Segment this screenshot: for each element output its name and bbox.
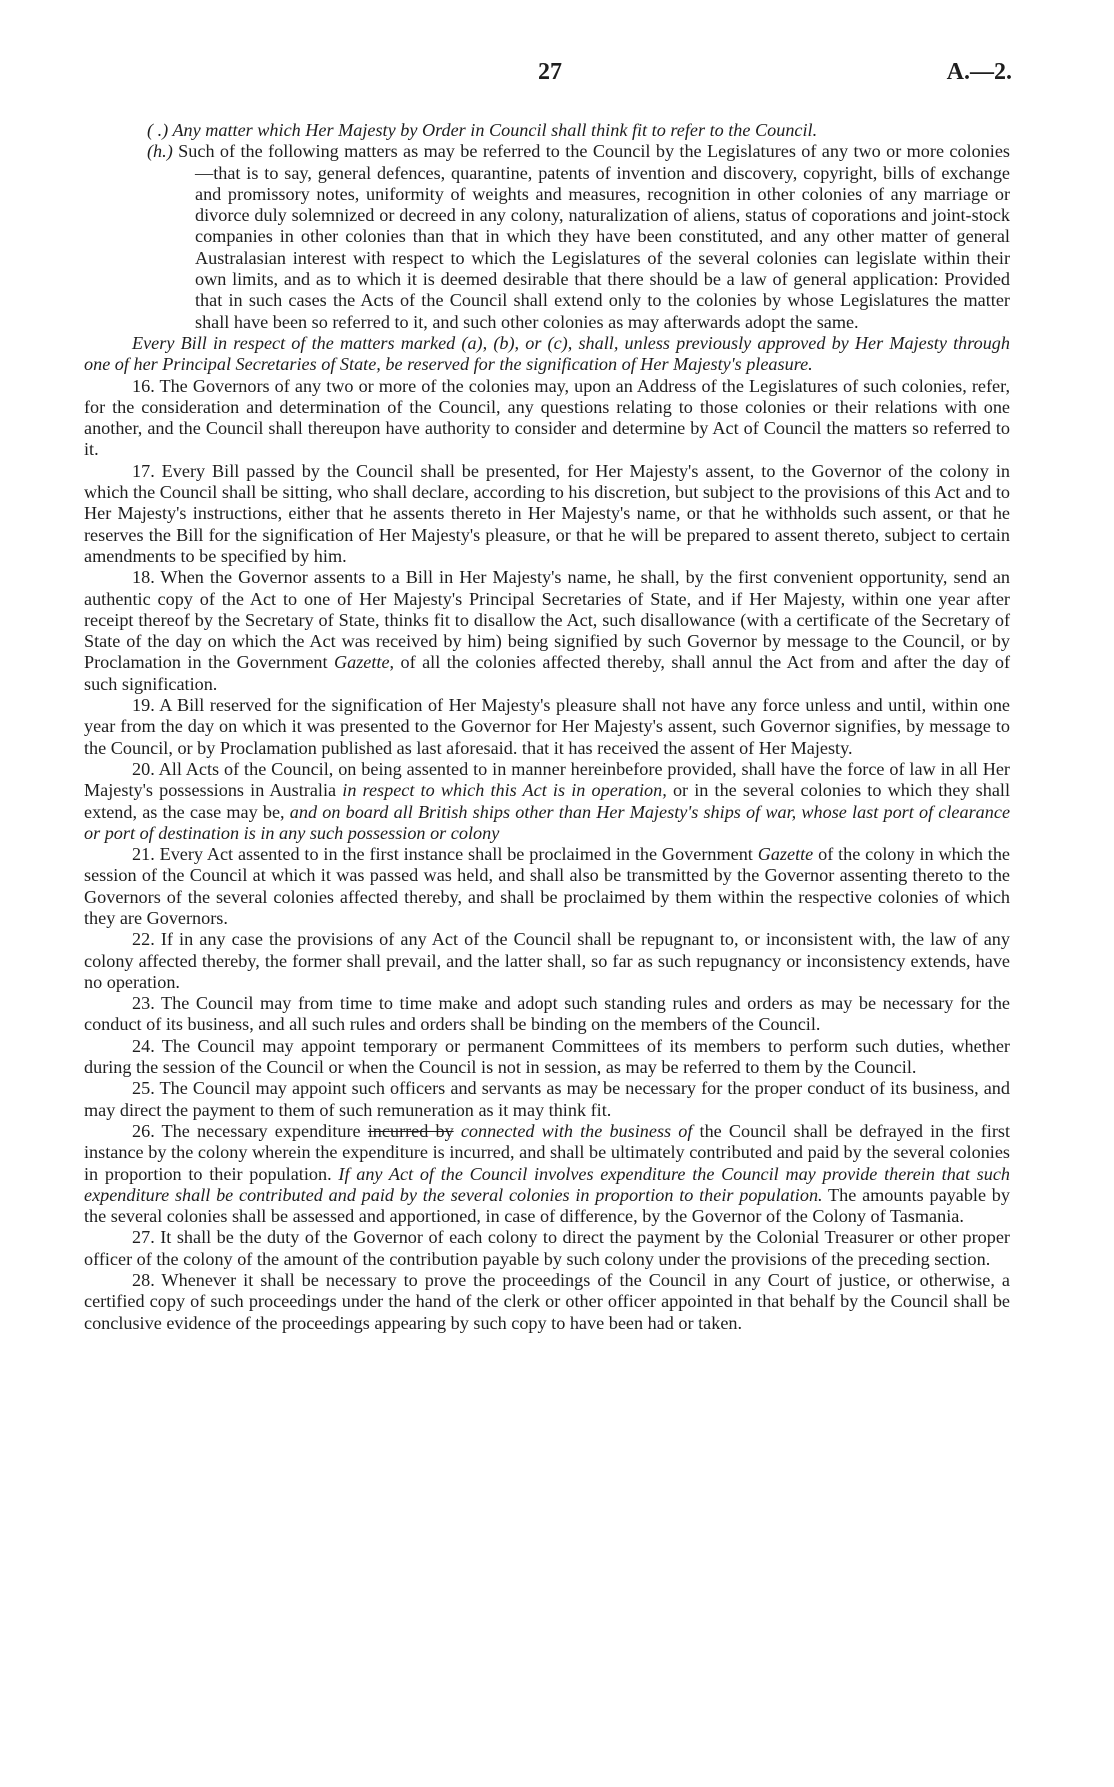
struck-text: incurred by — [367, 1120, 454, 1141]
clause-label: ( .) — [147, 120, 169, 140]
reservation-note: Every Bill in respect of the matters marked (a), (b), or (c), shall, unless previously approved by Her Majesty through one of her Principal Secretaries of State, be reserved for the signification of Her Majesty's pleasure. — [84, 332, 1010, 375]
section-text: 18. When the Governor assents to a Bill in Her Majesty's name, he shall, by the first convenient opportunity, send an authentic copy of the Act to one of Her Majesty's Principal Secretaries of State, and if Her Majesty, within one year after receipt thereof by the Secretary of State, thinks fit to disallow the Act, such disallowance (with a certificate of the Secretary of State of the day on which the Act was received by him) being signified by such Governor by message to the Council, or by Proclamation in the Government — [84, 567, 1010, 673]
gazette-italic: Gazette — [757, 844, 814, 865]
gazette-italic: Gazette — [333, 652, 390, 673]
section-24: 24. The Council may appoint temporary or permanent Committees of its members to perform such duties, whether during the session of the Council or when the Council is not in session, as may be referred to them by the Council. — [84, 1035, 1010, 1078]
section-23: 23. The Council may from time to time make and adopt such standing rules and orders as may be necessary for the conduct of its business, and all such rules and orders shall be binding on the members of the Council. — [84, 993, 1010, 1035]
clause-h — [84, 141, 1010, 333]
section-text: of the colony in which the session of the Council at which it was passed was held, and shall also be transmitted by the Governor assenting thereto to the Governors of the several colonies affected thereby, and shall be proclaimed by them within the respective colonies of which they are Governors. — [84, 844, 1010, 928]
section-19: 19. A Bill reserved for the signification of Her Majesty's pleasure shall not have any force unless and until, within one year from the day on which it was presented to the Governor for Her Majesty's assent, such Governor signifies, by message to the Council, or by Proclamation published as last aforesaid. that it has received the assent of Her Majesty. — [84, 695, 1010, 758]
clause-label: (h.) — [147, 141, 173, 162]
section-text: or in the several colonies to which they shall extend, as the case may be, — [84, 780, 1011, 822]
section-text: 20. All Acts of the Council, on being assented to in manner hereinbefore provided, shall have the force of law in all Her Majesty's possessions in Australia — [84, 758, 1010, 801]
section-text: The amounts payable by the several colonies shall be assessed and apportioned, in case of difference, by the Governor of the Colony of Tasmania. — [84, 1184, 1010, 1227]
page-body — [84, 120, 1010, 1334]
amendment-italic: connected with the business of — [460, 1120, 693, 1141]
clause-g — [84, 120, 1010, 141]
page-header — [0, 59, 1114, 94]
amendment-italic: If any Act of the Council involves expenditure the Council may provide therein that such expenditure shall be contributed and paid by the several colonies in proportion to their population. — [84, 1163, 1011, 1205]
amendment-italic: in respect to which this Act is in operation, — [342, 780, 667, 801]
section-25: 25. The Council may appoint such officers and servants as may be necessary for the proper conduct of its business, and may direct the payment to them of such remuneration as it may think fit. — [84, 1078, 1010, 1120]
section-26 — [84, 1121, 1010, 1227]
section-16: 16. The Governors of any two or more of the colonies may, upon an Address of the Legislatures of such colonies, refer, for the consideration and determination of the Council, any questions relating to those colonies or their relations with one another, and the Council shall thereupon have authority to consider and determine by Act of Council the matters so referred to it. — [84, 375, 1010, 460]
section-21 — [84, 844, 1010, 929]
section-28: 28. Whenever it shall be necessary to prove the proceedings of the Council in any Court of justice, or otherwise, a certified copy of such proceedings under the hand of the clerk or other officer appointed in that behalf by the Council shall be conclusive evidence of the proceedings appearing by such copy to have been had or taken. — [84, 1270, 1010, 1333]
section-18 — [84, 567, 1010, 695]
section-text: 21. Every Act assented to in the first instance shall be proclaimed in the Government — [132, 844, 753, 865]
section-text: 26. The necessary expenditure — [132, 1120, 361, 1141]
amendment-italic: and on board all British ships other than Her Majesty's ships of war, whose last port of clearance or port of destination is in any such possession or colony — [84, 801, 1011, 843]
clause-text: Such of the following matters as may be referred to the Council by the Legislatures of any two or more colonies—that is to say, general defences, quarantine, patents of invention and discovery, copyright, bills of exchange and promissory notes, uniformity of weights and measures, recognition in other colonies of any marriage or divorce duly solemnized or decreed in any colony, naturalization of aliens, status of coporations and joint-stock companies in other colonies than that in which they have been constituted, and any other matter of general Australasian interest with respect to which the Legislatures of the several colonies can legislate within their own limits, and as to which it is deemed desirable that there should be a law of general application: Provided that in such cases the Acts of the Council shall extend only to the colonies by whose Legislatures the matter shall have been so referred to it, and such other colonies as may afterwards adopt the same. — [178, 141, 1011, 332]
clause-text: Any matter which Her Majesty by Order in Council shall think fit to refer to the Council. — [172, 120, 818, 140]
section-text: , of all the colonies affected thereby, shall annul the Act from and after the day of such signification. — [84, 652, 1010, 694]
section-17: 17. Every Bill passed by the Council shall be presented, for Her Majesty's assent, to the Governor of the colony in which the Council shall be sitting, who shall declare, according to his discretion, but subject to the provisions of this Act and to Her Majesty's instructions, either that he assents thereto in Her Majesty's name, or that he withholds such assent, or that he reserves the Bill for the signification of Her Majesty's pleasure, or that he will be prepared to assent thereto, subject to certain amendments to be specified by him. — [84, 460, 1010, 566]
section-22: 22. If in any case the provisions of any Act of the Council shall be repugnant to, or inconsistent with, the law of any colony affected thereby, the former shall prevail, and the latter shall, so far as such repugnancy or inconsistency extends, have no operation. — [84, 929, 1010, 992]
section-20 — [84, 759, 1010, 844]
section-text: the Council shall be defrayed in the first instance by the colony wherein the expenditure is incurred, and shall be ultimately contributed and paid by the several colonies in proportion to their population. — [84, 1120, 1011, 1184]
document-reference: A.—2. — [946, 59, 1012, 85]
page-number: 27 — [538, 59, 562, 85]
section-27: 27. It shall be the duty of the Governor of each colony to direct the payment by the Colonial Treasurer or other proper officer of the colony of the amount of the contribution payable by such colony under the provisions of the preceding section. — [84, 1227, 1010, 1269]
